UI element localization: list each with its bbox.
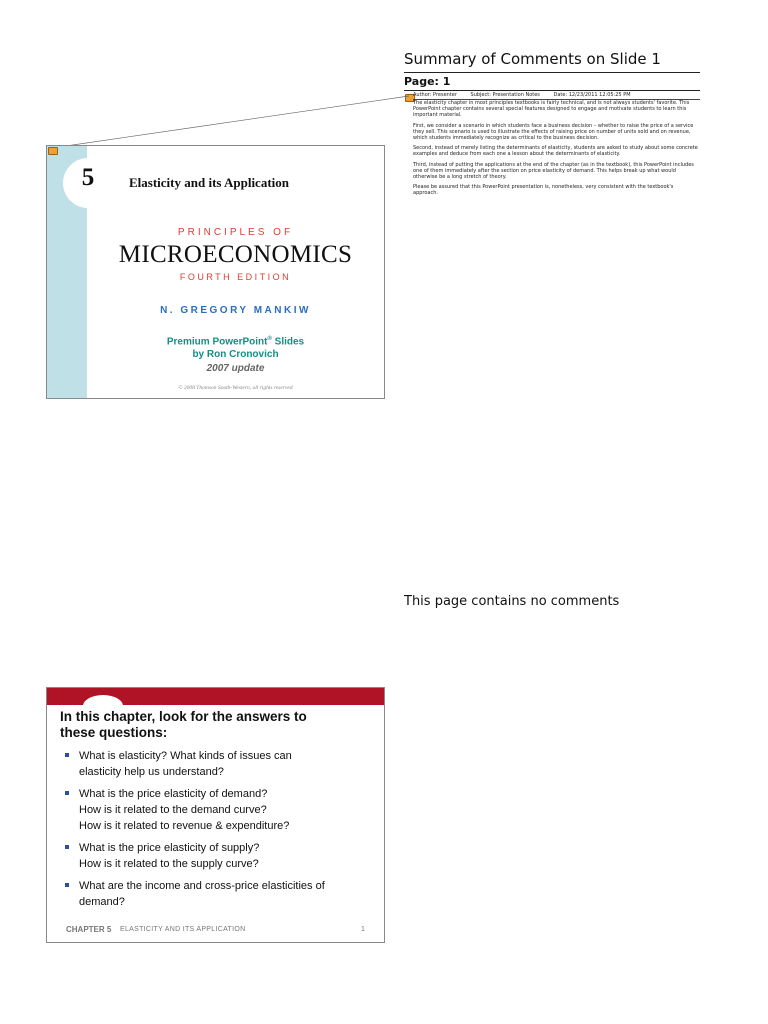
list-item-line: What is the price elasticity of demand? — [79, 788, 268, 800]
list-item — [65, 786, 380, 834]
slide-heading-line: In this chapter, look for the answers to — [60, 709, 307, 724]
footer-page-number: 1 — [361, 926, 365, 933]
update-label: 2007 update — [206, 363, 265, 374]
footer-title: ELASTICITY AND ITS APPLICATION — [120, 926, 246, 933]
slide-1-thumbnail — [46, 145, 385, 399]
slide-heading — [60, 709, 370, 741]
slide-title: Elasticity and its Application — [129, 175, 289, 190]
book-subject: MICROECONOMICS — [118, 241, 353, 268]
bullet-square-icon — [65, 845, 69, 849]
list-item-line: What is elasticity? What kinds of issues can — [79, 750, 292, 762]
author-name: N. GREGORY MANKIW — [160, 305, 311, 316]
slide-2-thumbnail — [46, 687, 385, 943]
comment-author: Author: Presenter — [413, 92, 457, 98]
comment-paragraph: Second, instead of merely listing the determinants of elasticity, students are asked to study about some concrete examples and deduce from each one a lesson about the determinants of elasticity. — [413, 145, 698, 158]
comment-paragraph: Please be assured that this PowerPoint presentation is, nonetheless, very consistent with the textbook's approach. — [413, 184, 674, 197]
slide-heading-line: these questions: — [60, 725, 168, 740]
edition-label: FOURTH EDITION — [179, 272, 292, 282]
comment-date: Date: 12/23/2011 12:05:25 PM — [553, 92, 631, 98]
list-item-line: demand? — [79, 896, 125, 908]
bullet-square-icon — [65, 791, 69, 795]
list-item-line: What are the income and cross-price elasticities of — [79, 880, 325, 892]
list-item-line: How is it related to the supply curve? — [79, 858, 259, 870]
comment-subject: Subject: Presentation Notes — [470, 92, 540, 98]
registered-mark: ® — [267, 336, 272, 342]
comment-paragraph: First, we consider a scenario in which students face a business decision – whether to raise the price of a service they sell. This scenario is used to illustrate the effects of raising price on number of units sold and on revenue, which students immediately recognize as critical to the business decision. — [413, 122, 694, 142]
summary-title: Summary of Comments on Slide 1 — [404, 50, 661, 68]
list-item — [65, 840, 380, 872]
list-item — [65, 748, 380, 780]
copyright-notice: © 2008 Thomson South-Western, all rights reserved — [178, 385, 293, 391]
chapter-number: 5 — [81, 164, 95, 191]
list-item-line: What is the price elasticity of supply? — [79, 842, 260, 854]
by-line: by Ron Cronovich — [192, 349, 279, 360]
list-item — [65, 878, 380, 910]
list-item-line: elasticity help us understand? — [79, 766, 224, 778]
list-item-line: How is it related to revenue & expenditure? — [79, 820, 290, 832]
bullet-square-icon — [65, 753, 69, 757]
principles-of-label: PRINCIPLES OF — [177, 227, 294, 238]
no-comments-message: This page contains no comments — [404, 594, 620, 609]
comment-paragraph: Third, instead of putting the applications at the end of the chapter (as in the textbook), this PowerPoint includes one of them immediately after the section on price elasticity of demand. This helps break up what would otherwise be a long stretch of theory. — [413, 161, 694, 181]
footer-chapter: CHAPTER 5 — [66, 925, 112, 934]
list-item-line: How is it related to the demand curve? — [79, 804, 267, 816]
slide-annotation-icon[interactable] — [48, 147, 58, 155]
premium-slides-label — [87, 336, 384, 347]
question-list — [65, 748, 380, 916]
page-label: Page: 1 — [404, 75, 451, 88]
bullet-square-icon — [65, 883, 69, 887]
premium-suffix: Slides — [271, 336, 305, 348]
premium-text: Premium PowerPoint — [166, 336, 268, 348]
comment-paragraph: The elasticity chapter in most principles textbooks is fairly technical, and is not always students' favorite. This PowerPoint chapter contains several special features designed to engage and motivate students to learn this important material. — [413, 100, 690, 119]
